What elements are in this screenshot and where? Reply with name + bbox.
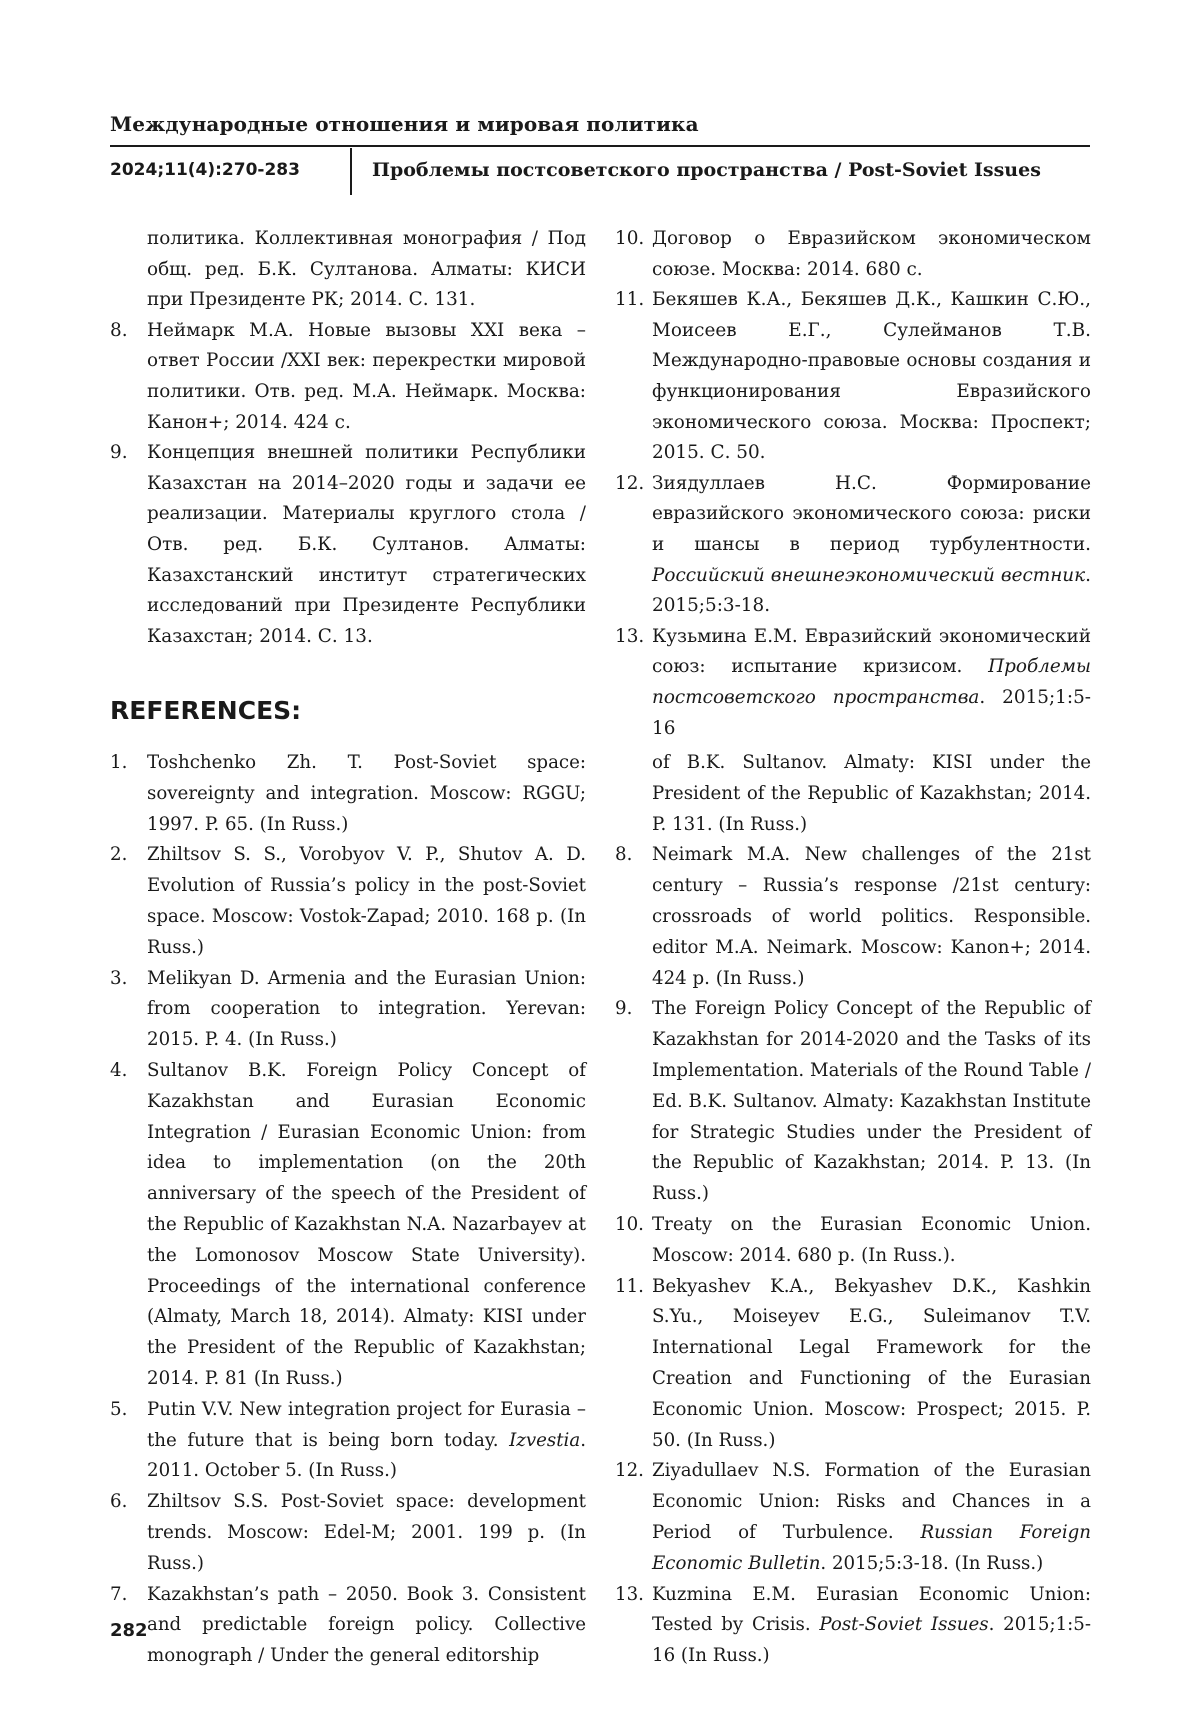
en-reference-item — [615, 1456, 1091, 1579]
ref-number: 10. — [615, 228, 645, 249]
ref-number: 11. — [615, 1275, 644, 1297]
ref-tail: . 2011. October 5. (In Russ.) — [147, 1429, 586, 1482]
ru-reference-item — [615, 285, 1091, 469]
ref-text: Договор о Евразийском экономическом союзе. Москва: 2014. 680 с. — [652, 228, 1091, 280]
ref-journal: Russian Foreign Economic Bulletin — [652, 1521, 1091, 1574]
ref-text: Zhiltsov S.S. Post-Soviet space: development trends. Moscow: Edel-M; 2001. 199 p. (In Russ.) — [147, 1491, 586, 1574]
en-reference-item — [615, 840, 1091, 994]
ref-number: 1. — [110, 752, 128, 773]
ru-reference-item — [615, 622, 1091, 744]
ref-text: Toshchenko Zh. T. Post-Soviet space: sovereignty and integration. Moscow: RGGU; 1997. P. 65. (In Russ.) — [147, 752, 586, 835]
ref-tail: . 2015;5:3-18. — [652, 564, 1091, 617]
ref-number: 12. — [615, 1460, 644, 1482]
ref-text: Ziyadullaev N.S. Formation of the Eurasian Economic Union: Risks and Chances in a Period of Turbulence. — [652, 1460, 1091, 1543]
references-heading: REFERENCES: — [110, 696, 302, 725]
ref-number: 10. — [615, 1213, 644, 1235]
ru-reference-item — [110, 438, 586, 652]
ref-journal: Izvestia — [509, 1429, 581, 1451]
ref-number: 13. — [615, 1583, 644, 1605]
ref-number: 12. — [615, 472, 645, 494]
ref-number: 11. — [615, 289, 645, 311]
ref-text: Kuzmina E.M. Eurasian Economic Union: Tested by Crisis. — [652, 1583, 1091, 1636]
ref-text: Treaty on the Eurasian Economic Union. Moscow: 2014. 680 p. (In Russ.). — [652, 1213, 1091, 1266]
ref-number: 3. — [110, 967, 128, 989]
ref-text: Концепция внешней политики Республики Казахстан на 2014–2020 годы и задачи ее реализации. Материалы круглого стола / Отв. ред. Б.К. Султанов. Алматы: Казахстанский институт стратегических исследований при Президенте Республики Казахстан; 2014. С. 13. — [147, 442, 586, 647]
ref-number: 9. — [615, 998, 633, 1020]
ru-reference-item — [110, 316, 586, 438]
ref-text: Sultanov B.K. Foreign Policy Concept of Kazakhstan and Eurasian Economic Integration / Eurasian Economic Union: from idea to implementation (on the 20th anniversary of the speech of the President of the Republic of Kazakhstan N.A. Nazarbayev at the Lomonosov Moscow State University). Proceedings of the international conference (Almaty, March 18, 2014). Almaty: KISI under the President of the Republic of Kazakhstan; 2014. P. 81 (In Russ.) — [147, 1059, 586, 1389]
ref-journal: Post-Soviet Issues — [819, 1614, 989, 1636]
en-reference-item — [110, 1487, 586, 1579]
en-references-right — [615, 748, 1091, 1672]
ref-text: Bekyashev K.A., Bekyashev D.K., Kashkin S.Yu., Moiseyev E.G., Suleimanov T.V. International Legal Framework for the Creation and Functioning of the Eurasian Economic Union. Moscow: Prospect; 2015. P. 50. (In Russ.) — [652, 1275, 1091, 1451]
ref-tail: . 2015;1:5-16 — [652, 686, 1091, 739]
ref-tail: . 2015;1:5-16 (In Russ.) — [652, 1614, 1091, 1667]
ref-text: Кузьмина Е.М. Евразийский экономический союз: испытание кризисом. — [652, 625, 1091, 678]
ru-references-left — [110, 224, 586, 652]
issue-info: 2024;11(4):270-283 — [110, 160, 300, 180]
ref-text: Zhiltsov S. S., Vorobyov V. P., Shutov A. D. Evolution of Russia’s policy in the post-Soviet space. Moscow: Vostok-Zapad; 2010. 168 p. (In Russ.) — [147, 844, 586, 958]
en-reference-item — [615, 1580, 1091, 1672]
ru-reference-item — [110, 224, 586, 316]
ref-number: 2. — [110, 844, 128, 866]
en-reference-item — [110, 1056, 586, 1395]
ref-number: 7. — [110, 1583, 128, 1605]
ref-number: 8. — [615, 844, 633, 866]
ref-number: 8. — [110, 319, 128, 341]
ref-text: Putin V.V. New integration project for Eurasia – the future that is being born today. — [147, 1398, 586, 1451]
ref-number: 9. — [110, 442, 128, 464]
section-title: Международные отношения и мировая политика — [110, 112, 699, 136]
ref-text: Бекяшев К.А., Бекяшев Д.К., Кашкин С.Ю., Моисеев Е.Г., Сулейманов Т.В. Международно-правовые основы создания и функционирования Евразийского экономического союза. Москва: Проспект; 2015. С. 50. — [652, 289, 1091, 464]
en-reference-item — [615, 1272, 1091, 1457]
ref-text: The Foreign Policy Concept of the Republic of Kazakhstan for 2014-2020 and the Tasks of its Implementation. Materials of the Round Table / Ed. B.K. Sultanov. Almaty: Kazakhstan Institute for Strategic Studies under the President of the Republic of Kazakhstan; 2014. P. 13. (In Russ.) — [652, 998, 1091, 1205]
ref-text: Зиядуллаев Н.С. Формирование евразийского экономического союза: риски и шансы в период турбулентности. — [652, 472, 1091, 555]
en-reference-item — [615, 994, 1091, 1210]
header-separator — [350, 148, 352, 195]
ref-text: политика. Коллективная монография / Под общ. ред. Б.К. Султанова. Алматы: КИСИ при Президенте РК; 2014. С. 131. — [147, 228, 586, 311]
ref-number: 6. — [110, 1491, 128, 1513]
ref-text: Неймарк М.А. Новые вызовы XXI века – ответ России /XXI век: перекрестки мировой политики. Отв. ред. М.А. Неймарк. Москва: Канон+; 2014. 424 с. — [147, 319, 586, 433]
en-reference-item — [615, 748, 1091, 840]
ref-number: 13. — [615, 625, 645, 647]
ref-tail: . 2015;5:3-18. (In Russ.) — [820, 1552, 1044, 1574]
page-number: 282 — [110, 1620, 148, 1641]
en-reference-item — [110, 840, 586, 963]
ref-text: Neimark M.A. New challenges of the 21st century – Russia’s response /21st century: crossroads of world politics. Responsible. editor M.A. Neimark. Moscow: Kanon+; 2014. 424 p. (In Russ.) — [652, 844, 1091, 989]
header-rule — [110, 145, 1090, 147]
en-reference-item — [615, 1210, 1091, 1272]
ref-text: Kazakhstan’s path – 2050. Book 3. Consistent and predictable foreign policy. Collective monograph / Under the general editorship — [147, 1583, 586, 1667]
ref-text: of B.K. Sultanov. Almaty: KISI under the President of the Republic of Kazakhstan; 2014. P. 131. (In Russ.) — [652, 752, 1091, 835]
ref-text: Melikyan D. Armenia and the Eurasian Union: from cooperation to integration. Yerevan: 2015. P. 4. (In Russ.) — [147, 967, 586, 1051]
ref-journal: Российский внешнеэкономический вестник — [652, 564, 1086, 586]
en-reference-item — [110, 1395, 586, 1487]
en-reference-item — [110, 748, 586, 840]
ref-number: 5. — [110, 1398, 128, 1420]
journal-title: Проблемы постсоветского пространства / Post-Soviet Issues — [372, 159, 1041, 181]
ru-reference-item — [615, 469, 1091, 622]
ref-number: 4. — [110, 1059, 128, 1081]
ru-references-right — [615, 224, 1091, 744]
en-references-left — [110, 748, 586, 1672]
ref-journal: Проблемы постсоветского пространства — [652, 656, 1091, 708]
en-reference-item — [110, 1580, 586, 1672]
ru-reference-item — [615, 224, 1091, 285]
en-reference-item — [110, 964, 586, 1056]
